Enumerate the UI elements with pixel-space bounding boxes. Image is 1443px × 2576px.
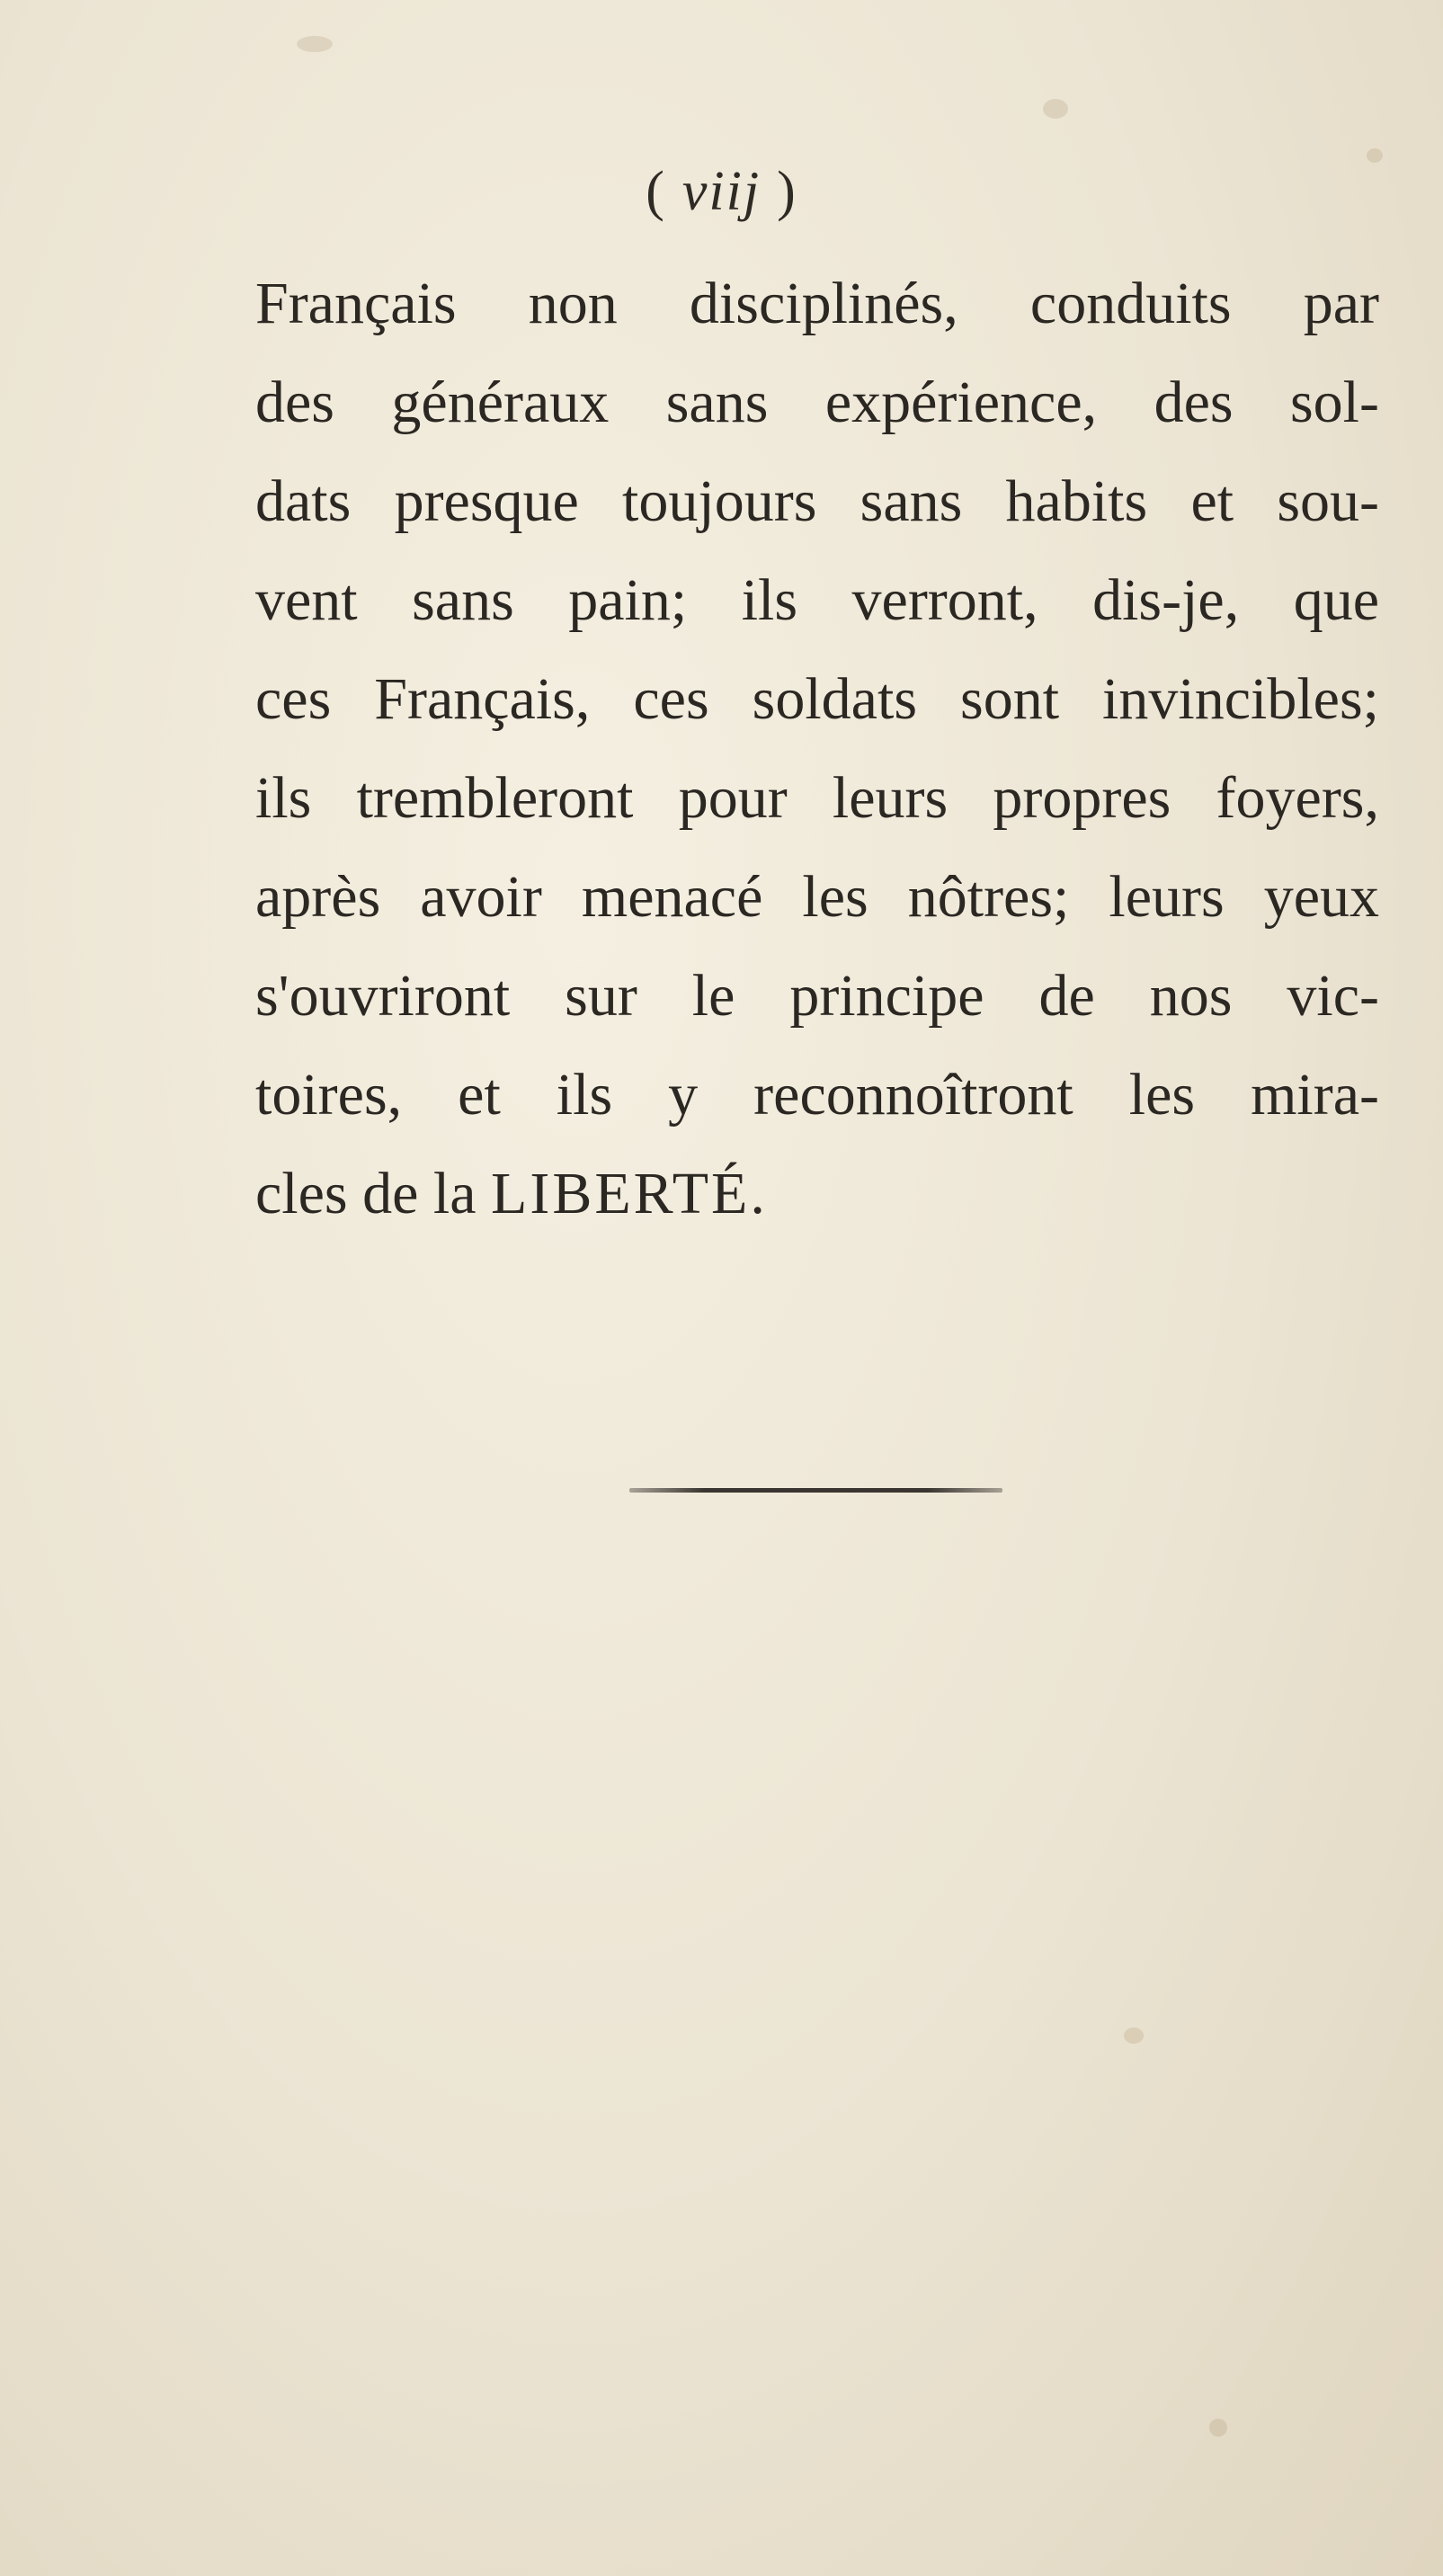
text-line: ils trembleront pour leurs propres foyers, bbox=[255, 765, 1379, 831]
text-line: dats presque toujours sans habits et sou- bbox=[255, 468, 1379, 534]
page-number: ( viij ) bbox=[646, 161, 797, 222]
last-line-suffix: . bbox=[750, 1161, 765, 1226]
text-line: après avoir menacé les nôtres; leurs yeux bbox=[255, 864, 1379, 930]
last-line-prefix: cles de la bbox=[255, 1161, 492, 1226]
foxing-spot bbox=[1209, 2419, 1227, 2437]
text-line: toires, et ils y reconnoîtront les mira- bbox=[255, 1062, 1379, 1128]
foxing-spot bbox=[1124, 2028, 1144, 2044]
text-line: vent sans pain; ils verront, dis-je, que bbox=[255, 567, 1379, 633]
text-line: Français non disciplinés, conduits par bbox=[255, 271, 1379, 336]
text-line: des généraux sans expérience, des sol- bbox=[255, 370, 1379, 435]
foxing-spot bbox=[1043, 99, 1068, 119]
foxing-spot bbox=[297, 36, 333, 52]
page-number-value: viij bbox=[681, 161, 762, 222]
text-line: s'ouvriront sur le principe de nos vic- bbox=[255, 963, 1379, 1029]
text-line: ces Français, ces soldats sont invincibles; bbox=[255, 666, 1379, 732]
body-text bbox=[255, 254, 1379, 1243]
liberte-emphasis: LIBERTÉ bbox=[491, 1161, 751, 1226]
section-divider-rule bbox=[629, 1488, 1002, 1493]
text-line-last bbox=[255, 1145, 1379, 1243]
